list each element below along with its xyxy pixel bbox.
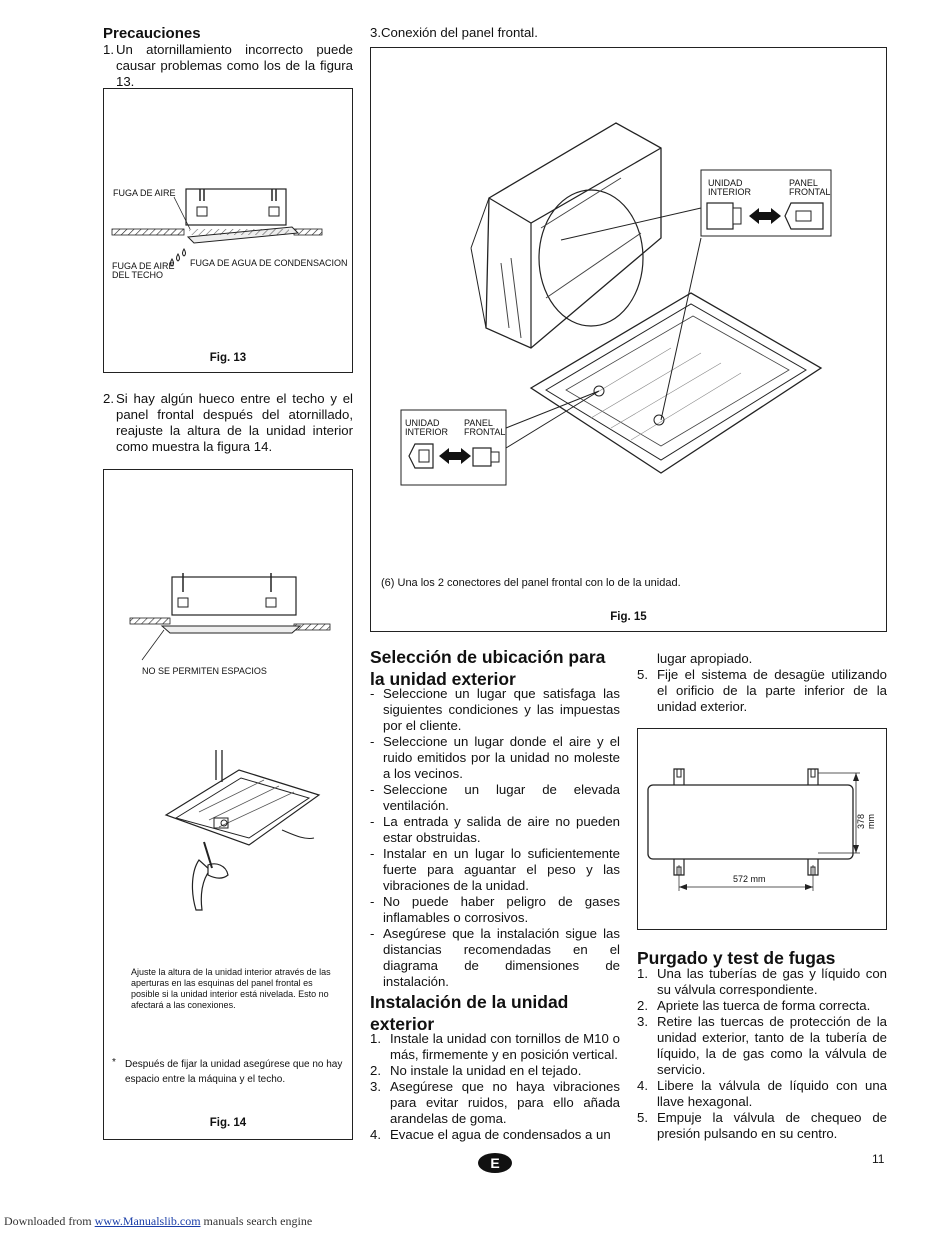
label-unit-interior-2: INTERIOR <box>708 187 752 197</box>
connection-step-3 <box>370 25 538 41</box>
label-panel-frontal-1b: PANEL <box>464 418 493 428</box>
fig13-caption: Fig. 13 <box>209 352 247 364</box>
figure-14 <box>103 469 353 1140</box>
continuation-text: lugar apropiado. <box>657 651 753 666</box>
item-text: Conexión del panel frontal. <box>381 25 538 40</box>
label-unit-interior-1: UNIDAD <box>708 178 743 188</box>
item-number: 3. <box>370 25 381 40</box>
label-panel-frontal-2b: FRONTAL <box>464 427 506 437</box>
list-item: 4. Libere la válvula de líquido con una llave hexagonal. <box>637 1078 887 1109</box>
list-item: - La entrada y salida de aire no pueden estar obstruidas. <box>370 814 620 845</box>
label-unit-interior-1b: UNIDAD <box>405 418 440 428</box>
precauciones-heading: Precauciones <box>103 25 201 42</box>
list-item: - Seleccione un lugar de elevada ventilación. <box>370 782 620 813</box>
list-item: 1. Una las tuberías de gas y líquido con su válvula correspondiente. <box>637 966 887 997</box>
footer-prefix: Downloaded from <box>4 1214 92 1228</box>
fig14-note: Ajuste la altura de la unidad interior através de las aperturas en las esquinas del panel frontal es posible si la unidad interior está nivelada. Esto no afectará a las conexiones. <box>131 967 331 1010</box>
fig15-caption: Fig. 15 <box>610 611 647 623</box>
label-condensation-leak: FUGA DE AGUA DE CONDENSACION <box>190 258 348 268</box>
footer-suffix: manuals search engine <box>203 1214 313 1228</box>
item-number: 1. <box>103 42 114 57</box>
fig14-star-note: Después de fijar la unidad asegúrese que no hay espacio entre la máquina y el techo. <box>125 1059 343 1085</box>
list-item: 2. No instale la unidad en el tejado. <box>370 1063 582 1078</box>
precaution-item-1 <box>103 42 353 90</box>
fig14-star-mark: * <box>112 1057 116 1068</box>
instalacion-list <box>370 1031 620 1143</box>
list-item: - Seleccione un lugar donde el aire y el ruido emitidos por la unidad no moleste a los vecinos. <box>370 734 620 781</box>
list-item: 1. Instale la unidad con tornillos de M10 o más, firmemente y en posición vertical. <box>370 1031 620 1062</box>
label-panel-frontal-2: FRONTAL <box>789 187 831 197</box>
download-footer <box>4 1214 312 1229</box>
outdoor-dimension-diagram <box>637 728 887 930</box>
fig14-caption: Fig. 14 <box>209 1117 247 1129</box>
dimension-width-label: 572 mm <box>733 874 766 884</box>
item-text: Un atornillamiento incorrecto puede causar problemas como los de la figura 13. <box>116 42 353 89</box>
label-unit-interior-2b: INTERIOR <box>405 427 449 437</box>
instalacion-heading: Instalación de la unidad exterior <box>370 992 569 1034</box>
fig15-panel-drawing <box>371 48 886 631</box>
purgado-heading: Purgado y test de fugas <box>637 948 836 968</box>
fig13-ceiling-drawing <box>104 89 352 372</box>
list-item: 2. Apriete las tuerca de forma correcta. <box>637 998 871 1013</box>
item-number: 5. <box>637 667 648 682</box>
list-item: - Seleccione un lugar que satisfaga las siguientes condiciones y las impuestas por el cliente. <box>370 686 620 733</box>
outdoor-base-drawing <box>638 729 886 929</box>
figure-13 <box>103 88 353 373</box>
list-item: 4. Evacue el agua de condensados a un <box>370 1127 611 1142</box>
manualslib-link[interactable]: www.Manualslib.com <box>94 1214 201 1228</box>
list-item: 5. Empuje la válvula de chequeo de presión pulsando en su centro. <box>637 1110 887 1141</box>
item-text: Fije el sistema de desagüe utilizando el orificio de la parte inferior de la unidad exterior. <box>657 667 887 714</box>
purgado-list <box>637 966 887 1142</box>
label-ceiling-air-1: FUGA DE AIRE <box>112 261 175 271</box>
fig15-step-note: (6) Una los 2 conectores del panel frontal con lo de la unidad. <box>381 577 681 589</box>
label-no-gaps: NO SE PERMITEN ESPACIOS <box>142 666 267 676</box>
label-ceiling-air-2: DEL TECHO <box>112 270 164 280</box>
list-item: - No puede haber peligro de gases inflamables o corrosivos. <box>370 894 620 925</box>
seleccion-list <box>370 686 620 990</box>
fig14-drawing <box>104 470 352 1139</box>
figure-15 <box>370 47 887 632</box>
dimension-height-label: 378 mm <box>856 813 876 829</box>
label-panel-frontal-1: PANEL <box>789 178 818 188</box>
language-badge: E <box>478 1153 512 1173</box>
page-number: 11 <box>872 1152 885 1166</box>
precaution-item-2 <box>103 391 353 455</box>
list-item: - Asegúrese que la instalación sigue las distancias recomendadas en el diagrama de dimensiones de instalación. <box>370 926 620 989</box>
seleccion-heading: Selección de ubicación para la unidad exterior <box>370 647 606 689</box>
item-number: 2. <box>103 391 114 406</box>
list-item: 3. Retire las tuercas de protección de la unidad exterior, tanto de la tubería de líquido, la de gas como la válvula de servicio. <box>637 1014 887 1077</box>
list-item: 3. Asegúrese que no haya vibraciones para evitar ruidos, para ello añada arandelas de goma. <box>370 1079 620 1126</box>
list-item: - Instalar en un lugar lo suficientemente fuerte para aguantar el peso y las vibraciones de la unidad. <box>370 846 620 893</box>
drain-item-5 <box>637 667 887 715</box>
label-air-leak: FUGA DE AIRE <box>113 188 176 198</box>
item-text: Si hay algún hueco entre el techo y el panel frontal después del atornillado, reajuste la altura de la unidad interior como muestra la figura 14. <box>116 391 353 454</box>
